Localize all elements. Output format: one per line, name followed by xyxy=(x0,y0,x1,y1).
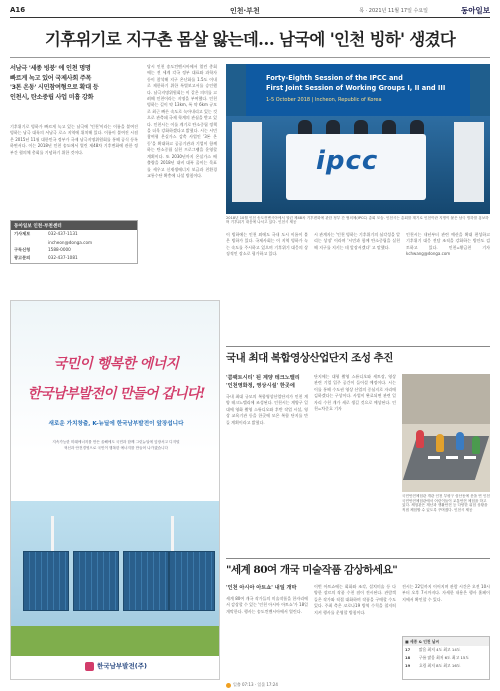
lead-subhead: 서남극 '세종 빙붕' 에 인천 명명 xyxy=(10,65,91,72)
lead-subhead: 빠르게 녹고 있어 국제사회 주목 xyxy=(10,74,92,82)
child-figure xyxy=(456,432,464,450)
article-column xyxy=(314,584,396,680)
company-logo-icon xyxy=(85,662,94,671)
article-body: 기후위기로 빙하가 빠르게 녹고 있는 남극에 '인천'이라는 이름을 붙여진 빙하는 남극 대륙의 서남극 로스 지역에 위치해 있다. 이름이 붙여진 시점은 2015년 11월 대한민국 정부가 국제 남극지명위원회를 통해 공식 등록하면서다. 이는 2018년 인천 송도에서 열린 제48차 기후변화에 관한 정부간 협의체 총회를 기념하기 위한 것이다. xyxy=(10,124,138,155)
article-body: 이번 아트쇼에는 회화와 조각, 설치미술 등 다양한 장르의 작품 수천 점이 전시된다. 관람객들은 작가와 직접 대화하며 작품을 구매할 수도 있다. 주최 측은 코로나19 방역 수칙을 철저히 지켜 행사를 운영할 방침이다. xyxy=(314,584,396,615)
photo-caption: 2018년 10월 인천 송도컨벤시아에서 열린 제48차 기후변화에 관한 정부 간 협의체(IPCC) 총회 모습. 인천시는 총회를 계기로 인천이란 지명이 붙은 남극 빙하를 홍보하며 기후위기 대응에 나서고 있다. 인천시 제공 xyxy=(226,216,489,225)
weather-row: 19 흐림 최저 8도 최고 16도 xyxy=(405,663,461,668)
contact-link[interactable]: 032-437-1131 xyxy=(48,231,78,237)
photo-caption: 국민안전체험관 개관 인천 부평구 삼산동에 문을 연 인천국민안전체험관에서 어린이들이 교통안전 체험을 하고 있다. 체험관은 재난과 생활안전 등 다양한 위험 상황을 직접 체험할 수 있도록 꾸며졌다. 인천시 제공 xyxy=(402,494,490,512)
advertisement[interactable] xyxy=(10,300,220,680)
article-headline: 국내 최대 복합영상산업단지 조성 추진 xyxy=(226,346,490,368)
ad-sky xyxy=(11,301,220,451)
issue-date: 목 · 2021년 11월 17일 수요일 xyxy=(359,8,428,14)
article-body: 시 관계자는 '인천 빙하는 기후위기의 심각성을 알리는 상징' 이라며 '시민과 함께 탄소중립을 실천해 지구를 지키는 데 앞장서겠다' 고 말했다. xyxy=(314,232,400,250)
section-title: 인천·부천 xyxy=(230,7,260,15)
contact-row: 광고문의 032-437-1081 xyxy=(14,255,78,261)
article-body: 단지에는 대형 촬영 스튜디오와 세트장, 영상 관련 기업 입주 공간이 들어설 예정이다. 시는 이를 통해 수도권 영상 산업의 중심지로 자리매김하겠다는 구상이다. 사업이 완료되면 관련 일자리 수천 개가 새로 생길 것으로 예상된다. 인천=차준호 기자 xyxy=(314,374,396,412)
page-number: A16 xyxy=(10,6,26,14)
solar-panel-icon xyxy=(23,551,69,611)
article-headline: "세계 80여 개국 미술작품 감상하세요" xyxy=(226,558,490,580)
banner xyxy=(232,122,262,202)
ad-grass xyxy=(11,626,220,656)
article-body: 당시 인천 송도컨벤시아에서 열린 총회에는 전 세계 각국 정부 대표와 과학자 등이 참석해 지구 온난화를 1.5도 이내로 제한하기 위한 특별보고서를 승인했다. 남극지명위원회는 이 같은 의미를 고려해 인천이라는 지명을 부여했다. 인천 빙하는 길이 약 13km, 폭 약 6km 규모로 최근 빠른 속도로 녹아내리고 있는 것으로 관측돼 국제 학계의 관심을 받고 있다. 인천시는 이를 계기로 탄소중립 정책을 더욱 강화하겠다고 밝혔다. 시는 시민 참여형 온실가스 감축 사업인 '3톤 온동'을 확대하고 공공기관과 기업이 함께하는 탄소중립 실천 프로그램을 운영할 계획이다. 또 2030년까지 온실가스 배출량을 2018년 대비 대폭 줄이는 목표를 세우고 신재생에너지 보급과 친환경 교통수단 확충에 나설 방침이다. xyxy=(147,64,217,178)
article-column xyxy=(406,232,490,344)
weather-box xyxy=(402,636,490,680)
contact-row xyxy=(11,238,137,245)
masthead xyxy=(10,4,490,18)
contact-link[interactable]: 032-437-1081 xyxy=(48,255,78,261)
ad-slogan: 새로운 가치창출, K-뉴딜에 한국남부발전이 앞장섭니다 xyxy=(48,421,184,427)
child-figure xyxy=(416,430,424,448)
newspaper-logo: 동아일보 xyxy=(461,6,490,15)
lead-subheads xyxy=(10,64,138,102)
lead-subhead: '3톤 온동' 시민참여형으로 확대 등 xyxy=(10,84,99,92)
sun-times: 일출 07:13 · 일몰 17:24 xyxy=(226,682,490,688)
contact-link[interactable]: 1588-0000 xyxy=(48,246,71,252)
article-column xyxy=(226,232,308,344)
contact-row: 기사제보 032-437-1131 xyxy=(14,231,78,237)
sun-icon xyxy=(226,683,231,688)
solar-panel-icon xyxy=(73,551,119,611)
lead-subhead: 인천시, 탄소중립 사업 미흡 강화 xyxy=(10,93,94,101)
weather-row: 18 구름 많음 최저 6도 최고 15도 xyxy=(405,655,469,660)
child-figure xyxy=(472,436,480,454)
article-column xyxy=(314,232,400,344)
crosswalk-stripe xyxy=(464,456,476,459)
article-subhead: '인천 아시아 아트쇼' 내일 개막 xyxy=(226,585,297,591)
ad-headline: 국민이 행복한 에너지 xyxy=(53,356,179,372)
solar-panel-icon xyxy=(169,551,215,611)
screen-title: Forty-Eighth Session of the IPCC and xyxy=(266,74,403,82)
contact-link[interactable]: incheon@donga.com xyxy=(48,239,93,245)
weather-row: 17 맑음 최저 4도 최고 14도 xyxy=(405,647,461,652)
article-body: 세계 80여 개국 작가들의 미술작품을 한자리에서 감상할 수 있는 '인천 아시아 아트쇼'가 18일 개막한다. 행사는 송도컨벤시아에서 열린다. xyxy=(226,596,308,614)
ad-headline: 한국남부발전이 만들어 갑니다! xyxy=(27,386,205,402)
solar-panel-icon xyxy=(123,551,169,611)
article-body: 이 빙하에는 인천 외에도 국내 도시 이름이 붙은 빙하가 있다. 국제사회는 이 지역 빙하가 녹는 속도를 주시하고 있으며 기후위기 대응의 상징적인 장소로 평가하고 있다. xyxy=(226,232,308,257)
crosswalk-stripe xyxy=(446,456,458,459)
ipcc-logo: ipcc xyxy=(316,146,379,176)
screen-date: 1-5 October 2018 | Incheon, Republic of Korea xyxy=(266,97,382,103)
article-column xyxy=(226,596,308,680)
article-subhead: '콤팩트시티' 된 계양 테크노밸리 '인천영화정, 영상시설' 한곳에 xyxy=(226,375,300,389)
building-wall xyxy=(402,374,490,424)
banner xyxy=(454,122,484,202)
ipcc-session-photo[interactable] xyxy=(226,64,490,214)
weather-title: ■ 세종 & 인천 날씨 xyxy=(403,637,489,646)
main-headline: 기후위기로 지구촌 몸살 앓는데… 남국에 '인천 빙하' 생겼다 xyxy=(10,22,490,58)
article-body: 인천시는 내년부터 관련 예산을 확대 편성하고 기후위기 대응 전담 조직을 강화하는 방안도 검토하고 있다. 인천=황금천 기자 kchwang@donga.com xyxy=(406,232,490,257)
crosswalk-stripe xyxy=(428,456,440,459)
article-body: 전시는 22일까지 이어지며 관람 시간은 오전 10시부터 오후 7시까지다. 자세한 내용은 행사 홈페이지에서 확인할 수 있다. xyxy=(402,584,490,602)
article-column xyxy=(226,394,308,554)
conference-screen xyxy=(246,64,470,116)
contact-box xyxy=(10,220,138,264)
article-column xyxy=(10,124,138,220)
article-body: 국내 최대 규모의 복합영상산업단지가 인천 계양 테크노밸리에 조성된다. 인천시는 계양구 일대에 영화 촬영 스튜디오와 후반 작업 시설, 영상 교육기관 등을 한곳에 모은 복합 단지를 만들 계획이라고 밝혔다. xyxy=(226,394,308,425)
contact-box-title: 동아일보 인천·부천센터 xyxy=(11,221,137,230)
screen-title: First Joint Session of Working Groups I, II and III xyxy=(266,84,446,92)
contact-row: 구독신청 1588-0000 xyxy=(14,246,71,252)
article-column xyxy=(402,584,490,634)
child-figure xyxy=(436,434,444,452)
ad-body: 지속가능한 미래에너지를 만든 올해에도 국민과 함께 그린뉴딜에 앞장서고 디지털 혁신과 안전경영으로 국민이 행복한 에너지를 만들어 나가겠습니다 xyxy=(52,440,180,451)
article-column xyxy=(314,374,396,554)
ad-logo: 한국남부발전(주) xyxy=(11,661,220,671)
safety-center-photo[interactable] xyxy=(402,374,490,492)
